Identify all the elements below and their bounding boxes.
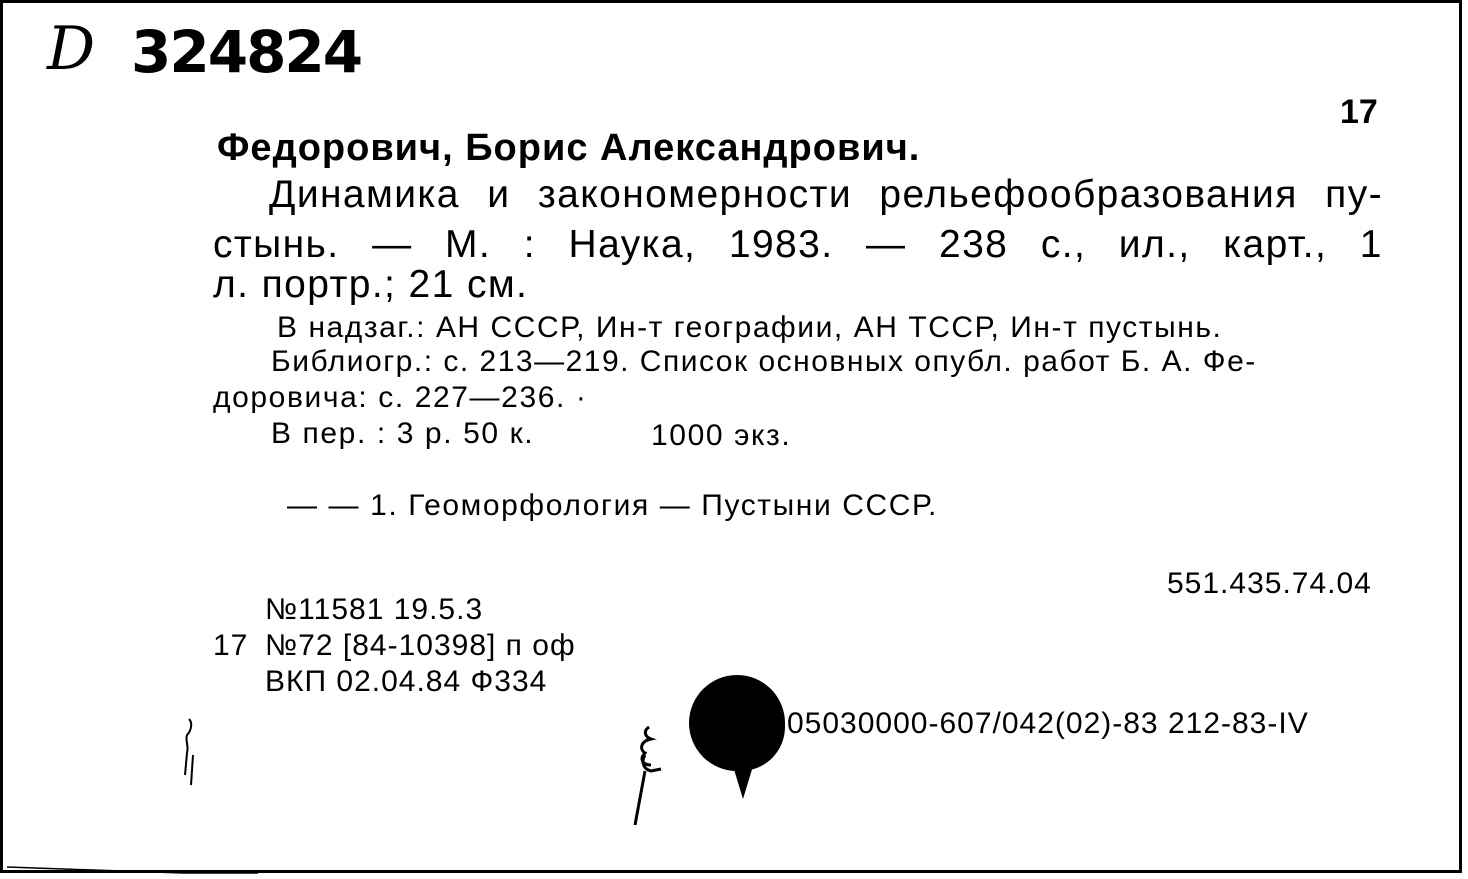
title-word: 1983. <box>728 223 834 266</box>
title-word: : <box>523 223 536 266</box>
card-number: 17 <box>1340 93 1378 131</box>
title-word: карт., <box>1223 223 1328 266</box>
title-word: ил., <box>1118 223 1191 266</box>
udc-code: 551.435.74.04 <box>1167 567 1372 600</box>
price: В пер. : 3 р. 50 к. <box>271 417 535 450</box>
record-line-3: ВКП 02.04.84 Ф334 <box>265 665 548 698</box>
title-word: 1 <box>1359 223 1383 266</box>
author-heading: Федорович, Борис Александрович. <box>217 127 921 169</box>
title-word: М. <box>445 223 492 266</box>
title-word: с., <box>1040 223 1087 266</box>
subject-heading: — — 1. Геоморфология — Пустыни СССР. <box>287 489 938 522</box>
title-word: Наука, <box>568 223 697 266</box>
record-line-1: №11581 19.5.3 <box>265 593 484 626</box>
title-word: — <box>372 223 413 266</box>
title-word: стынь. <box>213 223 340 266</box>
record-line-2: №72 [84-10398] п оф <box>265 629 576 662</box>
title-line-3: л. портр.; 21 см. <box>213 263 529 306</box>
title-line-2 <box>213 225 1383 264</box>
supplement-note: В надзаг.: АН СССР, Ин-т географии, АН ТССР, Ин-т пустынь. <box>277 311 1223 344</box>
title-word: рельефообразования <box>879 173 1298 216</box>
copies: 1000 экз. <box>651 419 792 452</box>
pencil-mark-left <box>173 715 203 795</box>
bibliography-note-line2: доровича: с. 227—236. · <box>213 381 588 414</box>
ink-blot-tail <box>729 753 757 799</box>
shelf-letter: D <box>47 14 96 84</box>
title-word: и <box>487 173 511 216</box>
title-word: — <box>866 223 907 266</box>
bibliography-note-line1: Библиогр.: с. 213—219. Список основных опубл. работ Б. А. Фе- <box>271 345 1257 378</box>
title-line-1 <box>269 175 1383 214</box>
catalog-code: 05030000-607/042(02)-83 212-83-IV <box>787 707 1309 740</box>
title-word: Динамика <box>269 173 460 216</box>
record-line-2-prefix: 17 <box>213 629 249 662</box>
title-word: 238 <box>939 223 1009 266</box>
pencil-mark-scribble <box>621 721 671 831</box>
shelf-number: 324824 <box>131 18 362 86</box>
title-word: пу- <box>1325 173 1383 216</box>
bottom-edge-scratch <box>3 861 263 877</box>
title-word: закономерности <box>537 173 853 216</box>
